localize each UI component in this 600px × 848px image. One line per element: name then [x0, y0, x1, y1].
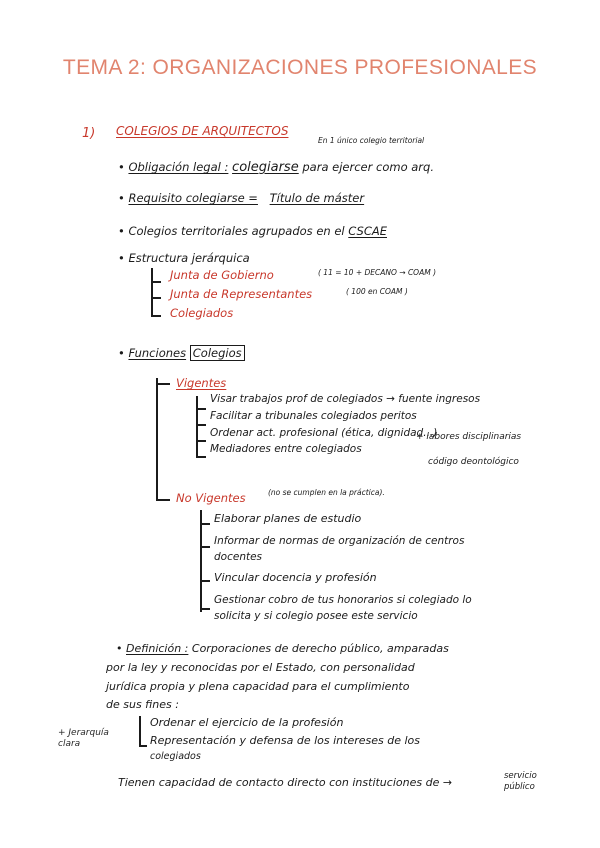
definicion-line-4: de sus fines :: [106, 698, 179, 711]
obligacion-value: colegiarse: [232, 160, 299, 175]
no-vigentes-note: (no se cumplen en la práctica).: [268, 488, 385, 497]
vigentes-tick: [196, 424, 206, 426]
vigentes-tick: [196, 440, 206, 442]
fines-item-representacion: Representación y defensa de los intereses de los: [150, 734, 420, 747]
colegios-boxed: Colegios: [190, 345, 245, 361]
vigentes-item-mediadores: Mediadores entre colegiados: [210, 443, 362, 455]
funciones-tick: [156, 383, 170, 385]
colegiados: Colegiados: [170, 306, 234, 320]
bullet-estructura: • Estructura jerárquica: [118, 251, 250, 265]
bullet-funciones: • Funciones Colegios: [118, 346, 245, 360]
margin-note: + Jerarquía clara: [58, 728, 109, 749]
no-vigentes-tick: [200, 546, 210, 548]
cscae-value: CSCAE: [348, 224, 387, 238]
funciones-label: Funciones: [128, 346, 187, 360]
side-note: En 1 único colegio territorial: [318, 136, 425, 145]
section-heading: COLEGIOS DE ARQUITECTOS: [116, 124, 289, 138]
vigentes-item-ordenar: Ordenar act. profesional (ética, dignidad...): [210, 427, 438, 439]
colegios-territoriales-text: Colegios territoriales agrupados en el: [128, 224, 345, 238]
codigo-note: código deontológico: [428, 457, 519, 467]
definicion-line-3: jurídica propia y plena capacidad para el cumplimiento: [106, 680, 410, 693]
definicion-text-1: Corporaciones de derecho público, amparadas: [191, 642, 449, 655]
vigentes-item-facilitar: Facilitar a tribunales colegiados peritos: [210, 410, 417, 422]
vigentes-tick: [196, 456, 206, 458]
vigentes-heading: Vigentes: [176, 376, 227, 390]
definicion-label: Definición :: [126, 642, 189, 655]
requisito-label: Requisito colegiarse =: [128, 191, 258, 205]
no-vigentes-item-informar-cont: docentes: [214, 551, 263, 563]
servicio-publico-note: servicio público: [504, 771, 537, 792]
no-vigentes-item-informar: Informar de normas de organización de centros: [214, 535, 465, 547]
junta-gobierno-note: ( 11 = 10 + DECANO → COAM ): [318, 268, 437, 277]
junta-representantes: Junta de Representantes: [170, 287, 313, 301]
estructura-text: Estructura jerárquica: [128, 251, 250, 265]
vigentes-bracket: [196, 396, 198, 458]
definicion-line-1: • Definición : Corporaciones de derecho público, amparadas: [116, 642, 449, 655]
vigentes-tick: [196, 408, 206, 410]
bullet-colegios-territoriales: • Colegios territoriales agrupados en el CSCAE: [118, 224, 387, 238]
obligacion-rest: para ejercer como arq.: [302, 160, 434, 174]
no-vigentes-item-gestionar: Gestionar cobro de tus honorarios si colegiado lo: [214, 594, 472, 606]
no-vigentes-item-gestionar-cont: solicita y si colegio posee este servicio: [214, 610, 418, 622]
fines-bracket: [139, 716, 141, 746]
estructura-bracket: [151, 268, 153, 316]
vigentes-item-visar: Visar trabajos prof de colegiados → fuente ingresos: [210, 393, 481, 405]
no-vigentes-heading: No Vigentes: [176, 491, 246, 505]
no-vigentes-item-vincular: Vincular docencia y profesión: [214, 571, 377, 584]
contacto-line: Tienen capacidad de contacto directo con instituciones de →: [118, 776, 453, 789]
junta-representantes-note: ( 100 en COAM ): [346, 287, 408, 296]
bullet-obligacion: • Obligación legal : colegiarse para ejercer como arq.: [118, 160, 434, 175]
no-vigentes-item-elaborar: Elaborar planes de estudio: [214, 512, 362, 525]
bullet-requisito: • Requisito colegiarse = Título de máster: [118, 191, 365, 205]
requisito-value: Título de máster: [269, 191, 365, 205]
fines-item-representacion-cont: colegiados: [150, 751, 201, 762]
labores-note: + labores disciplinarias: [416, 432, 522, 442]
no-vigentes-tick: [200, 608, 210, 610]
definicion-line-2: por la ley y reconocidas por el Estado, con personalidad: [106, 661, 415, 674]
estructura-tick: [151, 315, 161, 317]
no-vigentes-bracket: [200, 510, 202, 612]
no-vigentes-tick: [200, 580, 210, 582]
page-title: TEMA 2: ORGANIZACIONES PROFESIONALES: [62, 56, 538, 79]
funciones-bracket: [156, 378, 158, 500]
estructura-tick: [151, 297, 161, 299]
junta-gobierno: Junta de Gobierno: [170, 268, 274, 282]
estructura-tick: [151, 281, 161, 283]
fines-tick: [139, 745, 147, 747]
section-number: 1): [82, 126, 96, 141]
obligacion-label: Obligación legal :: [128, 160, 229, 174]
no-vigentes-tick: [200, 523, 210, 525]
fines-item-ordenar: Ordenar el ejercicio de la profesión: [150, 716, 344, 729]
funciones-tick: [156, 499, 170, 501]
